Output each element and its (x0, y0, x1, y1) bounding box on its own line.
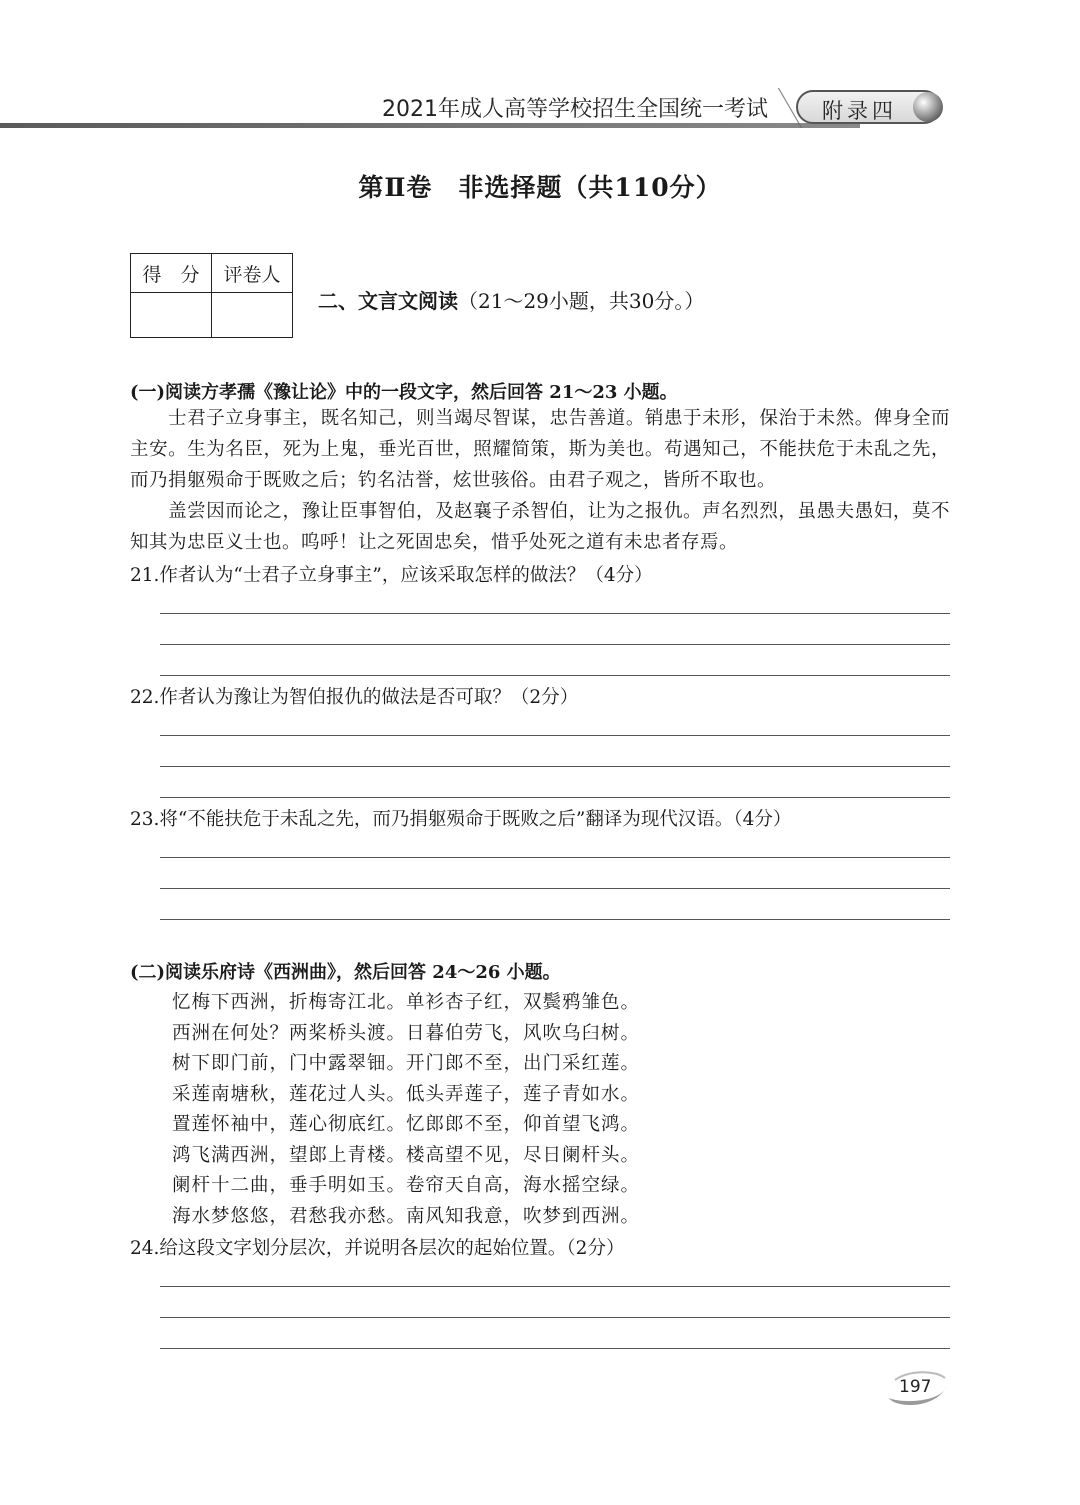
passage-paragraph-1-text: 士君子立身事主，既名知己，则当竭尽智谋，忠告善道。销患于未形，保治于未然。俾身全而主安。生为名臣，死为上鬼，垂光百世，照耀简策，斯为美也。苟遇知己，不能扶危于未乱之先，而乃捐躯殒命于既败之后；钓名沽誉，炫世骇俗。由君子观之，皆所不取也。 (130, 408, 950, 491)
poem-line: 阑杆十二曲，垂手明如玉。卷帘天自高，海水摇空绿。 (172, 1175, 641, 1196)
poem-line: 树下即门前，门中露翠钿。开门郎不至，出门采红莲。 (172, 1053, 641, 1074)
answer-line[interactable] (160, 1348, 950, 1349)
answer-line[interactable] (160, 857, 950, 858)
poem-line: 鸿飞满西洲，望郎上青楼。楼高望不见，尽日阑杆头。 (172, 1145, 641, 1166)
answer-line[interactable] (160, 766, 950, 767)
answer-line[interactable] (160, 735, 950, 736)
poem-line: 采莲南塘秋，莲花过人头。低头弄莲子，莲子青如水。 (172, 1084, 641, 1105)
appendix-tab-label: 附录四 (822, 99, 897, 123)
header-rule (0, 123, 860, 128)
passage-paragraph-2 (130, 496, 950, 558)
answer-line[interactable] (160, 644, 950, 645)
passage-paragraph-1 (130, 403, 950, 496)
poem-line: 西洲在何处？两桨桥头渡。日暮伯劳飞，风吹乌臼树。 (172, 1023, 641, 1044)
passage-paragraph-2-text: 盖尝因而论之，豫让臣事智伯，及赵襄子杀智伯，让为之报仇。声名烈烈，虽愚夫愚妇，莫不知其为忠臣义士也。呜呼！让之死固忠矣，惜乎处死之道有未忠者存焉。 (130, 501, 950, 553)
block1-title: (一)阅读方孝孺《豫让论》中的一段文字，然后回答 21～23 小题。 (130, 382, 678, 403)
page-number: 197 (899, 1377, 932, 1397)
answer-line[interactable] (160, 888, 950, 889)
question-24: 24.给这段文字划分层次，并说明各层次的起始位置。（2分） (130, 1238, 625, 1259)
question-22: 22.作者认为豫让为智伯报仇的做法是否可取？（2分） (130, 687, 579, 708)
section-title: 第Ⅱ卷 非选择题（共110分） (358, 173, 722, 202)
answer-line[interactable] (160, 797, 950, 798)
sphere-icon (913, 92, 943, 122)
grader-cell[interactable] (212, 293, 293, 338)
score-table (130, 253, 293, 338)
block2-title: (二)阅读乐府诗《西洲曲》，然后回答 24～26 小题。 (130, 962, 561, 983)
part-two-title (318, 285, 704, 314)
score-cell[interactable] (131, 293, 212, 338)
answer-line[interactable] (160, 613, 950, 614)
question-21: 21.作者认为“士君子立身事主”，应该采取怎样的做法？（4分） (130, 565, 653, 586)
grader-header: 评卷人 (212, 254, 293, 293)
question-23: 23.将“不能扶危于未乱之先，而乃捐躯殒命于既败之后”翻译为现代汉语。（4分） (130, 809, 792, 830)
poem-line: 海水梦悠悠，君愁我亦愁。南风知我意，吹梦到西洲。 (172, 1206, 641, 1227)
poem-line: 忆梅下西洲，折梅寄江北。单衫杏子红，双鬓鸦雏色。 (172, 992, 641, 1013)
page-number-badge (885, 1368, 951, 1410)
score-header: 得 分 (131, 254, 212, 293)
header-title: 2021年成人高等学校招生全国统一考试 (382, 97, 768, 122)
poem-line: 置莲怀袖中，莲心彻底红。忆郎郎不至，仰首望飞鸿。 (172, 1114, 641, 1135)
part-two-heading: 二、文言文阅读 (318, 289, 458, 313)
answer-line[interactable] (160, 1286, 950, 1287)
answer-line[interactable] (160, 919, 950, 920)
part-two-note: （21～29小题，共30分。） (458, 289, 705, 313)
answer-line[interactable] (160, 675, 950, 676)
answer-line[interactable] (160, 1317, 950, 1318)
